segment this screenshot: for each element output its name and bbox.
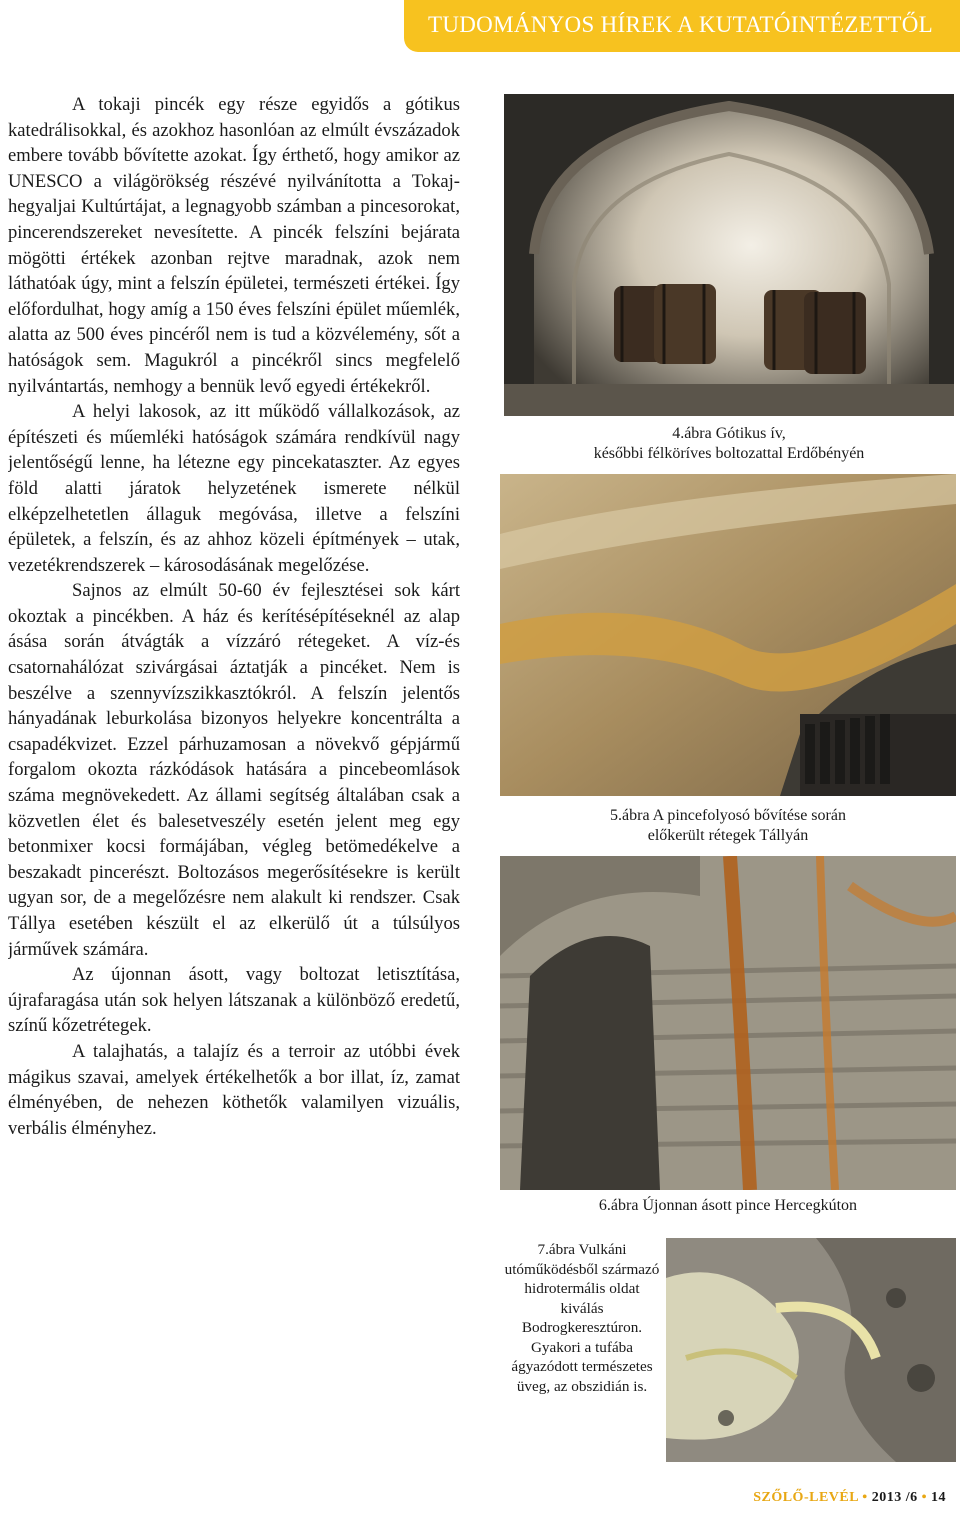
figure-5-caption: 5.ábra A pincefolyosó bővítése során előkerült rétegek Tállyán [610,807,846,844]
article-paragraph: Sajnos az elmúlt 50-60 év fejlesztései sok kárt okoztak a pincékben. A ház és kerítésépítéseknél az alap ásása során átvágták a vízzáró rétegeket. A víz-és csatornahálózat szivárgásai áztatják a pincéket. Nem is beszélve a szennyvízszikkasztókról. A felszín jelentős hányadának leburkolása bizonyos helyekre koncentrálta a csapadékvizet. Ezzel párhuzamosan a növekvő gépjármű forgalom okozta rázkódások hatására a pincebeomlások száma megnövekedett. Az állami segítség általában csak a közvetlen élet és balesetveszély esetén jelent meg egy betonmixer kocsi formájában, végleg betömedékelve a beszakadt pincerészt. Boltozásos megerősítésekre is került ugyan sor, de a megelőzésre nem alakult ki rendszer. Csak Tállya esetében készült el az elkerülő út a túlsúlyos járművek számára. [8,580,460,960]
footer-separator-2: • [921,1490,927,1505]
figure-5-cellar-layers-photo [500,474,956,796]
article-paragraph: A talajhatás, a talajíz és a terroir az utóbbi évek mágikus szavai, amelyek értékelhetők a bor illat, íz, zamat élményében, de nehezen köthetők valamilyen vizuális, verbális élményhez. [8,1040,460,1139]
figure-4-cellar-photo [504,94,954,416]
article-paragraph: Az újonnan ásott, vagy boltozat letisztítása, újrafaragása után sok helyen látszanak a különböző eredetű, színű kőzetrétegek. [8,964,460,1037]
section-title: TUDOMÁNYOS HÍREK A KUTATÓINTÉZETTŐL [428,12,934,37]
magazine-title: SZŐLŐ-LEVÉL [753,1490,859,1505]
figure-7-caption: 7.ábra Vulkáni utóműködésből származó hidrotermális oldat kiválás Bodrogkeresztúron. Gyakori a tufába ágyazódott természetes üveg, az obszidián is. [504,1241,660,1395]
figure-6-caption: 6.ábra Újonnan ásott pince Hercegkúton [598,1197,858,1214]
page-footer [753,1490,946,1506]
page-number: 14 [931,1490,946,1505]
issue-number: 2013 /6 [871,1490,918,1505]
article-paragraph: A tokaji pincék egy része egyidős a gótikus katedrálisokkal, és azokhoz hasonlóan az elmúlt évszázadok embere tovább bővítette azokat. Így érthető, hogy amikor az UNESCO a világörökség részévé nyilvánította a Tokaj-hegyaljai Kultúrtájat, a legnagyobb számban a pincesorokat, pincerendszereket nevesítette. A pincék felszíni bejárata mögötti értékek azonban rejtve maradnak, azok nem láthatóak úgy, mint a felszín épületei, természeti értékei. Így előfordulhat, hogy amíg a 150 éves felszíni épület műemlék, alatta az 500 éves pincéről nem is tud a közvélemény, sőt a hatóságok sem. Magukról a pincékről sincs megfelelő nyilvántartás, nemhogy a bennük levő egyedi értékekről. [8,94,460,397]
footer-separator: • [862,1490,868,1505]
section-header-tab [404,0,960,52]
article-paragraph: A helyi lakosok, az itt működő vállalkozások, az építészeti és műemléki hatóságok számára rendkívül nagy jelentőségű lenne, ha létezne egy pincekataszter. Az egyes föld alatti járatok helyzetének ismerete nélkül elképzelhetetlen állaguk megóvása, illetve a felszíni épületek, a felszín, és az ahhoz közeli építmények – utak, vezetékrendszerek – károsodásának megelőzése. [8,401,460,576]
article-body [8,92,460,1452]
figure-7-hydrothermal-photo [666,1238,956,1462]
figure-4-caption: 4.ábra Gótikus ív, későbbi félköríves boltozattal Erdőbényén [593,425,865,462]
figure-6-new-cellar-photo [500,856,956,1190]
